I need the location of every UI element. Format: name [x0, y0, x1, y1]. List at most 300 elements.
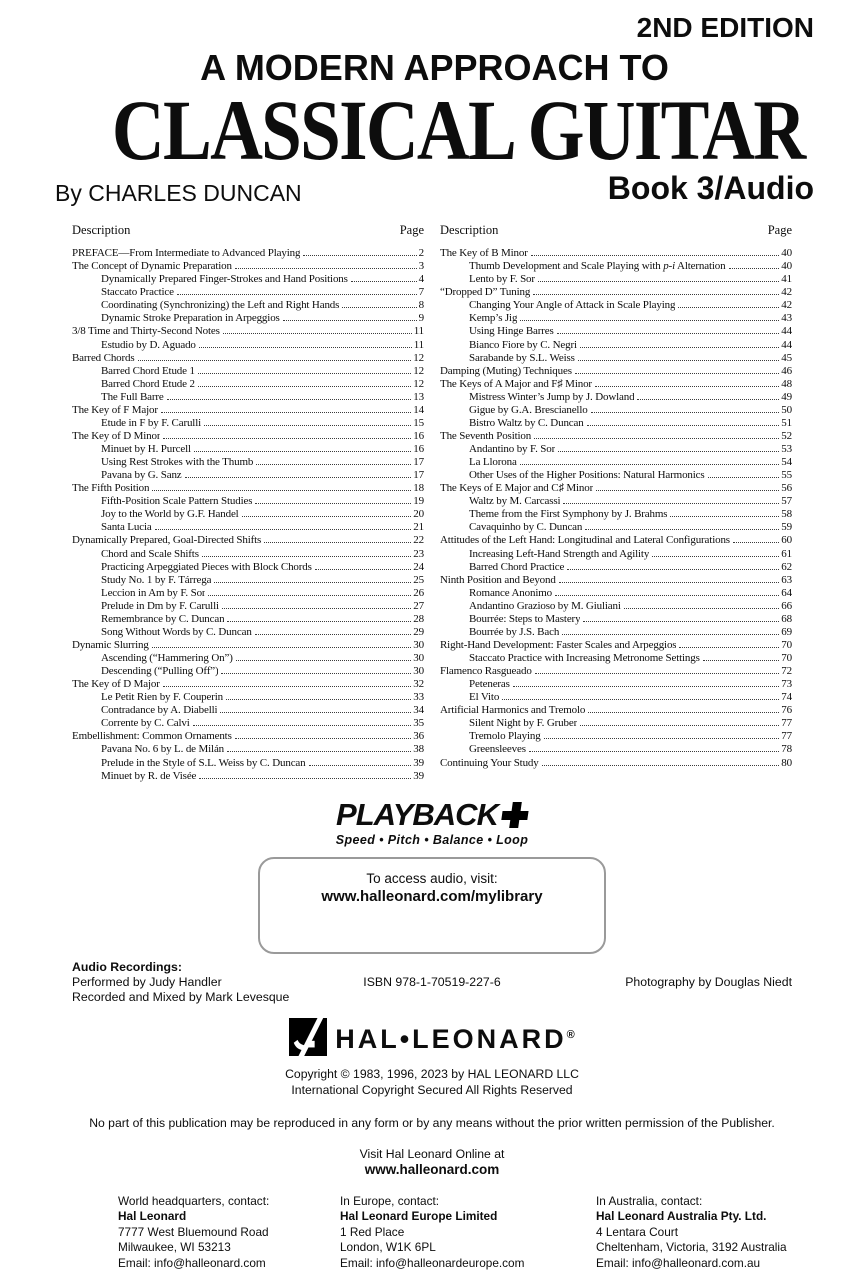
engineer-credit: Recorded and Mixed by Mark Levesque [72, 989, 290, 1004]
toc-entry [72, 495, 424, 508]
toc-entry-title: Cavaquinho by C. Duncan [469, 521, 583, 534]
toc-entry-page: 11 [413, 325, 424, 338]
toc-leader-dots [531, 255, 780, 256]
toc-entry-page: 27 [413, 599, 424, 612]
toc-entry-page: 64 [781, 586, 792, 599]
website-url: www.halleonard.com [364, 1161, 500, 1177]
toc-entry [440, 339, 792, 352]
toc-leader-dots [637, 399, 779, 400]
toc-entry [72, 704, 424, 717]
toc-leader-dots [591, 412, 780, 413]
toc-entry-title: Fifth-Position Scale Pattern Studies [101, 495, 253, 508]
toc-entry-page: 78 [781, 743, 792, 756]
toc-entry-title: Estudio by D. Aguado [101, 338, 196, 351]
toc-entry-title: Santa Lucia [101, 521, 152, 534]
contact-line: Email: info@halleonard.com [118, 1255, 266, 1270]
toc-entry [72, 260, 424, 273]
toc-entry [72, 639, 424, 652]
toc-right-entries [440, 247, 792, 770]
toc-entry [72, 626, 424, 639]
toc-leader-dots [227, 621, 411, 622]
toc-entry-page: 49 [781, 390, 792, 403]
toc-leader-dots [342, 307, 416, 308]
toc-entry-title: Attitudes of the Left Hand: Longitudinal and Lateral Configurations [440, 534, 730, 547]
toc-leader-dots [557, 333, 780, 334]
toc-entry-title: Staccato Practice [101, 286, 174, 299]
toc-entry [440, 534, 792, 547]
toc-entry [440, 548, 792, 561]
toc-leader-dots [163, 686, 412, 687]
toc-leader-dots [264, 542, 411, 543]
toc-entry [72, 443, 424, 456]
photography-credit: Photography by Douglas Niedt [625, 974, 792, 989]
playback-plus-logo [0, 797, 864, 847]
toc-entry [440, 312, 792, 325]
toc-entry-title: The Fifth Position [72, 482, 150, 495]
toc-entry-page: 22 [413, 534, 424, 547]
toc-entry [440, 717, 792, 730]
toc-entry [72, 652, 424, 665]
toc-entry-title: The Full Barre [101, 390, 164, 403]
audio-access-box [258, 857, 606, 954]
toc-entry [440, 652, 792, 665]
toc-leader-dots [221, 673, 411, 674]
toc-leader-dots [520, 464, 780, 465]
table-of-contents [0, 223, 864, 783]
toc-entry [440, 691, 792, 704]
toc-leader-dots [208, 595, 411, 596]
toc-entry-title: PREFACE—From Intermediate to Advanced Playing [72, 247, 301, 260]
toc-entry [72, 286, 424, 299]
performer-credit: Performed by Judy Handler [72, 974, 222, 989]
toc-leader-dots [562, 634, 779, 635]
toc-entry-page: 19 [413, 495, 424, 508]
toc-entry-page: 17 [413, 456, 424, 469]
toc-entry-title: Dynamically Prepared Finger-Strokes and Hand Positions [101, 273, 348, 286]
toc-entry [440, 404, 792, 417]
toc-leader-dots [703, 660, 780, 661]
toc-entry-title: Pavana No. 6 by L. de Milán [101, 743, 225, 756]
toc-entry [440, 587, 792, 600]
toc-entry-title: Theme from the First Symphony by J. Brahms [469, 508, 668, 521]
toc-entry-title: Etude in F by F. Carulli [101, 416, 202, 429]
toc-entry-page: 42 [781, 286, 792, 299]
toc-entry [440, 757, 792, 770]
toc-entry-title: Kemp’s Jig [469, 312, 518, 325]
toc-entry [440, 260, 792, 273]
contact-line: London, W1K 6PL [340, 1240, 436, 1255]
toc-leader-dots [283, 320, 417, 321]
toc-right-column [440, 223, 792, 783]
contact-name: Hal Leonard Australia Pty. Ltd. [596, 1209, 767, 1224]
toc-entry [440, 286, 792, 299]
toc-leader-dots [194, 451, 411, 452]
toc-entry-title: The Key of D Minor [72, 429, 161, 442]
toc-entry-page: 54 [781, 456, 792, 469]
toc-entry-page: 76 [781, 704, 792, 717]
toc-entry [440, 417, 792, 430]
toc-entry-title: Dynamically Prepared, Goal-Directed Shifts [72, 534, 262, 547]
toc-entry-title: Ascending (“Hammering On”) [101, 652, 233, 665]
contact-block [340, 1194, 596, 1271]
toc-entry-title: Barred Chord Etude 1 [101, 364, 195, 377]
toc-entry-title: Andantino by F. Sor [469, 443, 556, 456]
toc-entry-page: 74 [781, 691, 792, 704]
toc-entry-page: 35 [413, 717, 424, 730]
toc-leader-dots [555, 595, 779, 596]
audio-access-instruction: To access audio, visit: [366, 870, 498, 886]
toc-leader-dots [163, 438, 411, 439]
toc-entry [72, 730, 424, 743]
toc-entry-page: 24 [413, 560, 424, 573]
toc-entry-title: Andantino Grazioso by M. Giuliani [469, 599, 621, 612]
toc-entry-page: 16 [413, 429, 424, 442]
toc-entry-page: 38 [413, 743, 424, 756]
toc-entry-page: 66 [781, 599, 792, 612]
toc-leader-dots [558, 451, 779, 452]
page-label: Page [399, 223, 424, 238]
audio-access-url: www.halleonard.com/mylibrary [321, 887, 543, 905]
toc-leader-dots [587, 425, 780, 426]
toc-leader-dots [624, 608, 780, 609]
toc-entry-title: Descending (“Pulling Off”) [101, 665, 219, 678]
toc-entry-page: 4 [418, 273, 424, 286]
toc-entry-page: 77 [781, 730, 792, 743]
toc-entry [440, 365, 792, 378]
toc-entry-page: 44 [781, 325, 792, 338]
toc-leader-dots [185, 477, 412, 478]
copyright-line-1: Copyright © 1983, 1996, 2023 by HAL LEONARD LLC [285, 1066, 579, 1081]
toc-leader-dots [155, 529, 412, 530]
contact-line: Milwaukee, WI 53213 [118, 1240, 231, 1255]
toc-entry-title: The Keys of E Major and C♯ Minor [440, 482, 594, 495]
toc-leader-dots [256, 464, 411, 465]
toc-entry-title: Bianco Fiore by C. Negri [469, 338, 577, 351]
page-header [0, 12, 864, 207]
toc-entry [440, 247, 792, 260]
hal-leonard-logo-icon [289, 1018, 327, 1061]
toc-entry-page: 80 [781, 756, 792, 769]
toc-entry-page: 13 [413, 390, 424, 403]
reproduction-notice: No part of this publication may be reproduced in any form or by any means without the prior written permission of the Publisher. [89, 1115, 775, 1130]
toc-leader-dots [596, 490, 779, 491]
toc-entry [440, 521, 792, 534]
toc-entry-title: Mistress Winter’s Jump by J. Dowland [469, 390, 635, 403]
toc-leader-dots [535, 673, 780, 674]
toc-entry-title: Silent Night by F. Gruber [469, 717, 578, 730]
toc-entry-title: Bourrée by J.S. Bach [469, 625, 560, 638]
toc-entry-page: 48 [781, 377, 792, 390]
toc-leader-dots [729, 268, 780, 269]
toc-entry-title: Lento by F. Sor [469, 273, 535, 286]
toc-leader-dots [679, 647, 779, 648]
visit-block [0, 1147, 864, 1177]
toc-leader-dots [351, 281, 417, 282]
toc-leader-dots [563, 503, 779, 504]
toc-entry-title: 3/8 Time and Thirty-Second Notes [72, 325, 220, 338]
toc-entry [72, 757, 424, 770]
toc-entry [72, 325, 424, 338]
toc-entry-page: 63 [781, 573, 792, 586]
toc-entry-page: 56 [781, 482, 792, 495]
toc-entry-page: 3 [418, 260, 424, 273]
toc-entry [72, 299, 424, 312]
toc-leader-dots [315, 569, 412, 570]
toc-entry-title: Thumb Development and Scale Playing with p-i Alternation [469, 260, 726, 273]
toc-leader-dots [534, 438, 779, 439]
credits-row [0, 960, 864, 1005]
toc-entry [440, 443, 792, 456]
book-format-label: Book 3/Audio [607, 170, 814, 207]
toc-entry [440, 574, 792, 587]
contact-name: Hal Leonard [118, 1209, 187, 1224]
toc-entry-page: 30 [413, 652, 424, 665]
toc-entry-title: Using Rest Strokes with the Thumb [101, 456, 254, 469]
toc-entry-title: Remembrance by C. Duncan [101, 612, 225, 625]
toc-entry-page: 61 [781, 547, 792, 560]
toc-entry-title: Study No. 1 by F. Tárrega [101, 573, 212, 586]
toc-leader-dots [236, 660, 412, 661]
toc-entry-page: 55 [781, 469, 792, 482]
toc-entry-title: Chord and Scale Shifts [101, 547, 199, 560]
toc-leader-dots [578, 360, 780, 361]
toc-leader-dots [303, 255, 416, 256]
toc-entry-title: Sarabande by S.L. Weiss [469, 351, 575, 364]
toc-leader-dots [309, 765, 412, 766]
toc-entry-title: The Key of B Minor [440, 247, 528, 260]
hal-leonard-logo-text: HAL•LEONARD® [335, 1023, 575, 1054]
toc-entry-page: 20 [413, 508, 424, 521]
toc-entry-page: 32 [413, 678, 424, 691]
toc-entry-page: 42 [781, 299, 792, 312]
toc-leader-dots [580, 725, 779, 726]
contacts-row [0, 1194, 864, 1271]
toc-entry-page: 28 [413, 612, 424, 625]
toc-entry [72, 312, 424, 325]
toc-entry [440, 495, 792, 508]
toc-leader-dots [214, 582, 411, 583]
toc-left-entries [72, 247, 424, 783]
toc-leader-dots [544, 738, 780, 739]
toc-leader-dots [575, 373, 779, 374]
contact-heading: In Australia, contact: [596, 1193, 703, 1208]
toc-entry [72, 508, 424, 521]
toc-entry-title: Joy to the World by G.F. Handel [101, 508, 239, 521]
toc-leader-dots [152, 647, 412, 648]
hal-leonard-logo [0, 1018, 864, 1061]
toc-entry-page: 40 [781, 260, 792, 273]
toc-entry [440, 639, 792, 652]
toc-leader-dots [567, 569, 779, 570]
toc-entry [72, 613, 424, 626]
toc-entry [440, 613, 792, 626]
toc-entry [72, 391, 424, 404]
toc-entry-title: Prelude in Dm by F. Carulli [101, 599, 219, 612]
toc-entry-title: Prelude in the Style of S.L. Weiss by C. Duncan [101, 756, 306, 769]
isbn-label: ISBN 978-1-70519-227-6 [363, 974, 501, 989]
toc-entry [72, 482, 424, 495]
toc-entry-page: 26 [413, 586, 424, 599]
contact-line: 1 Red Place [340, 1224, 405, 1239]
visit-line: Visit Hal Leonard Online at [359, 1146, 505, 1161]
toc-entry-page: 17 [413, 469, 424, 482]
playback-logo-line [336, 797, 528, 833]
toc-entry-page: 51 [781, 416, 792, 429]
toc-entry-page: 39 [413, 756, 424, 769]
toc-entry-title: Greensleeves [469, 743, 526, 756]
toc-leader-dots [199, 347, 412, 348]
toc-entry-page: 34 [413, 704, 424, 717]
toc-leader-dots [235, 268, 417, 269]
toc-entry-page: 2 [418, 247, 424, 260]
toc-entry [72, 417, 424, 430]
toc-entry-title: Bourrée: Steps to Mastery [469, 612, 581, 625]
series-title: A MODERN APPROACH TO [200, 47, 669, 88]
toc-entry [440, 378, 792, 391]
toc-entry-page: 29 [413, 625, 424, 638]
contact-name: Hal Leonard Europe Limited [340, 1209, 498, 1224]
toc-leader-dots [255, 634, 412, 635]
toc-entry-page: 36 [413, 730, 424, 743]
toc-entry-title: The Key of D Major [72, 678, 160, 691]
toc-entry-title: Damping (Muting) Techniques [440, 364, 572, 377]
toc-entry-page: 12 [413, 377, 424, 390]
toc-entry-page: 60 [781, 534, 792, 547]
toc-entry-page: 69 [781, 625, 792, 638]
toc-entry [440, 665, 792, 678]
toc-entry-title: Barred Chord Etude 2 [101, 377, 195, 390]
toc-entry-title: Tremolo Playing [469, 730, 541, 743]
contact-line: Cheltenham, Victoria, 3192 Australia [596, 1240, 787, 1255]
toc-leader-dots [177, 294, 417, 295]
toc-entry-title: Using Hinge Barres [469, 325, 554, 338]
toc-entry-title: The Seventh Position [440, 429, 532, 442]
toc-entry-page: 45 [781, 351, 792, 364]
description-label: Description [440, 223, 499, 238]
toc-leader-dots [255, 503, 411, 504]
toc-entry [440, 561, 792, 574]
toc-entry-page: 72 [781, 665, 792, 678]
toc-entry-page: 44 [781, 338, 792, 351]
toc-entry-title: El Vito [469, 691, 500, 704]
toc-entry [440, 273, 792, 286]
toc-entry [72, 404, 424, 417]
toc-entry-title: The Concept of Dynamic Preparation [72, 260, 232, 273]
toc-leader-dots [161, 412, 411, 413]
toc-entry-title: Barred Chords [72, 351, 135, 364]
toc-entry-page: 25 [413, 573, 424, 586]
toc-leader-dots [588, 712, 779, 713]
toc-entry-title: Changing Your Angle of Attack in Scale Playing [469, 299, 676, 312]
toc-entry [440, 626, 792, 639]
toc-leader-dots [502, 699, 779, 700]
toc-leader-dots [198, 373, 411, 374]
contact-heading: In Europe, contact: [340, 1193, 440, 1208]
contact-line: Email: info@halleonard.com.au [596, 1255, 761, 1270]
toc-entry-page: 50 [781, 403, 792, 416]
toc-leader-dots [529, 751, 779, 752]
toc-entry [440, 430, 792, 443]
toc-entry-page: 14 [413, 403, 424, 416]
toc-entry-page: 21 [413, 521, 424, 534]
toc-entry-page: 70 [781, 652, 792, 665]
toc-entry-title: Gigue by G.A. Brescianello [469, 403, 588, 416]
toc-entry [440, 600, 792, 613]
toc-entry [440, 469, 792, 482]
toc-entry-title: Increasing Left-Hand Strength and Agility [469, 547, 650, 560]
toc-leader-dots [583, 621, 779, 622]
toc-entry-title: La Llorona [469, 456, 517, 469]
toc-entry-title: Dynamic Slurring [72, 638, 149, 651]
toc-entry [72, 678, 424, 691]
contact-line: Email: info@halleonardeurope.com [340, 1255, 525, 1270]
toc-entry-title: Contradance by A. Diabelli [101, 704, 218, 717]
toc-leader-dots [708, 477, 780, 478]
toc-entry-page: 16 [413, 443, 424, 456]
toc-entry [440, 704, 792, 717]
toc-entry [440, 299, 792, 312]
plus-icon [500, 802, 530, 828]
toc-entry-title: Song Without Words by C. Duncan [101, 625, 252, 638]
toc-entry-title: The Keys of A Major and F♯ Minor [440, 377, 592, 390]
toc-entry-title: Bistro Waltz by C. Duncan [469, 416, 584, 429]
copyright-line-2: International Copyright Secured All Rights Reserved [291, 1083, 573, 1098]
toc-entry [72, 770, 424, 783]
toc-entry-page: 53 [781, 443, 792, 456]
toc-entry-page: 12 [413, 364, 424, 377]
toc-leader-dots [652, 556, 779, 557]
toc-leader-dots [670, 516, 779, 517]
toc-leader-dots [678, 307, 779, 308]
toc-entry [72, 430, 424, 443]
registered-mark: ® [566, 1028, 575, 1041]
toc-entry [440, 352, 792, 365]
toc-entry-page: 58 [781, 508, 792, 521]
toc-entry-page: 39 [413, 769, 424, 782]
toc-entry-page: 41 [781, 273, 792, 286]
toc-entry [72, 352, 424, 365]
toc-entry-title: Ninth Position and Beyond [440, 573, 556, 586]
toc-leader-dots [242, 516, 412, 517]
toc-entry-page: 73 [781, 678, 792, 691]
toc-entry [72, 521, 424, 534]
toc-entry-title: Continuing Your Study [440, 756, 539, 769]
toc-entry [72, 456, 424, 469]
toc-entry-title: The Key of F Major [72, 403, 158, 416]
toc-entry [72, 365, 424, 378]
toc-leader-dots [733, 542, 779, 543]
toc-leader-dots [226, 699, 411, 700]
toc-entry-page: 8 [418, 299, 424, 312]
toc-leader-dots [202, 556, 411, 557]
toc-entry-title: Other Uses of the Higher Positions: Natural Harmonics [469, 469, 705, 482]
toc-entry-title: Waltz by M. Carcassi [469, 495, 561, 508]
toc-leader-dots [235, 738, 412, 739]
toc-entry-page: 30 [413, 665, 424, 678]
toc-entry-title: Artificial Harmonics and Tremolo [440, 704, 586, 717]
toc-leader-dots [152, 490, 411, 491]
toc-leader-dots [199, 778, 411, 779]
toc-leader-dots [513, 686, 779, 687]
toc-entry-title: Pavana by G. Sanz [101, 469, 182, 482]
contact-heading: World headquarters, contact: [118, 1193, 270, 1208]
toc-entry-page: 52 [781, 429, 792, 442]
toc-column-header [72, 223, 424, 238]
toc-entry-page: 77 [781, 717, 792, 730]
toc-entry-title: Corrente by C. Calvi [101, 717, 190, 730]
toc-entry-page: 33 [413, 691, 424, 704]
toc-entry-title: Barred Chord Practice [469, 560, 565, 573]
